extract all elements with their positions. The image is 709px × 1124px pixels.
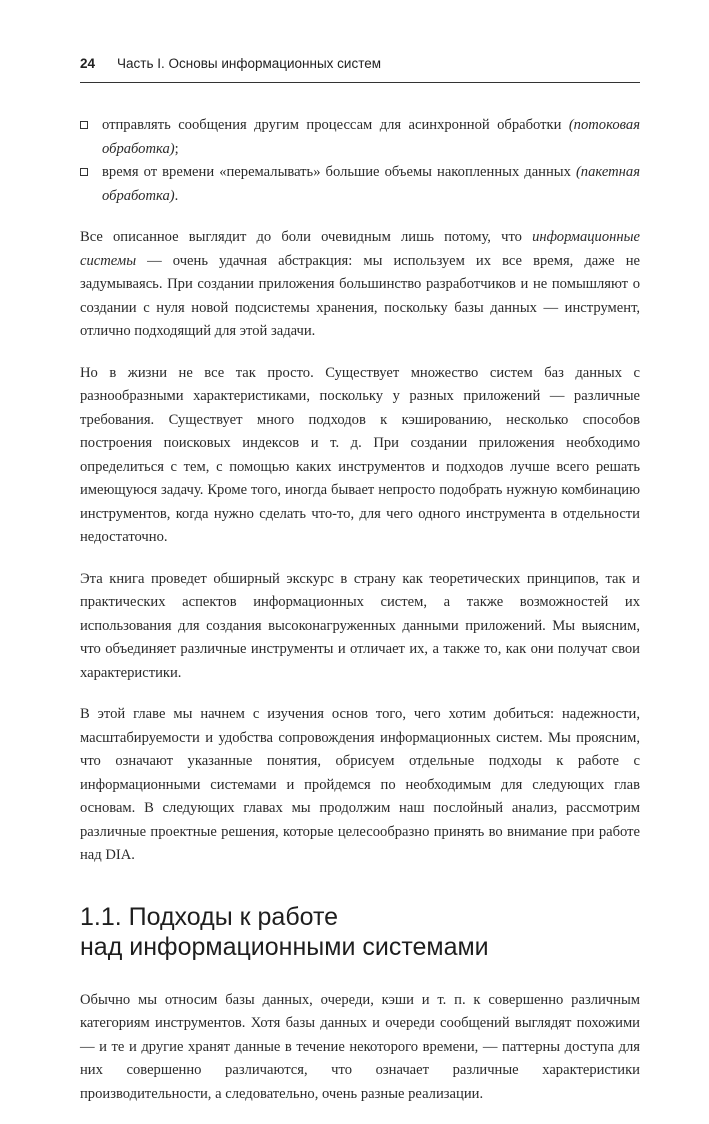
list-item-term: (потоковая обработка) <box>102 117 640 157</box>
paragraph-text: — очень удачная абстракция: мы используем их все время, даже не задумываясь. При создании приложения большинство разработчиков и не помышляют о создании с нуля новой подсистемы хранения, поскольку базы данных — инструмент, отлично подходящий для этой задачи. <box>80 252 640 339</box>
paragraph: Эта книга проведет обширный экскурс в страну как теоретических принципов, так и практических аспектов информационных систем, а также возможностей их использования для создания высоконагруженных данными приложений. Мы выясним, что объединяет различные инструменты и отличает их, а также то, как они получат свои характеристики. <box>80 570 640 681</box>
list-item-text: отправлять сообщения другим процессам для асинхронной обработки <box>102 117 569 133</box>
list-item-tail: . <box>174 187 179 204</box>
paragraph: Но в жизни не все так просто. Существует множество систем баз данных с разнообразными характеристиками, поскольку у разных приложений — различные требования. Существует много подходов к кэшированию, несколько способов построения поисковых индексов и т. д. При создании приложения необходимо определиться с тем, с помощью каких инструментов и подходов лучше всего решать имеющуюся задачу. Кроме того, иногда бывает непросто подобрать нужную комбинацию инструментов, когда нужно сделать что-то, для чего одного инструмента в отдельности недостаточно. <box>80 364 640 545</box>
section-heading-line: 1.1. Подходы к работе <box>80 902 339 931</box>
paragraph-term: информационные системы <box>80 229 640 269</box>
list-item-text: время от времени «перемалывать» большие объемы накопленных данных <box>102 164 576 180</box>
paragraph: В этой главе мы начнем с изучения основ того, чего хотим добиться: надежности, масштабируемости и удобства сопровождения информационных систем. Мы проясним, что означают указанные понятия, обрисуем отдельные подходы к работе с информационными системами и пройдемся по необходимым для следующих глав основам. В следующих главах мы продолжим наш послойный анализ, рассмотрим различные проектные решения, которые целесообразно принять во внимание при работе над DIA. <box>80 706 640 863</box>
running-header <box>80 56 640 83</box>
list-item <box>80 114 640 161</box>
chapter-title: Часть I. Основы информационных систем <box>117 56 382 71</box>
checkbox-bullet-icon <box>80 121 88 129</box>
paragraph: Обычно мы относим базы данных, очереди, кэши и т. п. к совершенно различным категориям инструментов. Хотя базы данных и очереди сообщений выглядят похожими — и те и другие хранят данные в течение некоторого времени, — паттерны доступа для них совершенно различаются, что означает различные характеристики производительности, а следовательно, очень разные реализации. <box>80 991 640 1102</box>
list-item-term: (пакетная обработка) <box>102 164 640 204</box>
checkbox-bullet-icon <box>80 168 88 176</box>
list-item <box>80 161 640 208</box>
paragraph <box>80 226 640 344</box>
bullet-list <box>80 114 640 208</box>
list-item-tail: ; <box>174 140 179 157</box>
page-number: 24 <box>80 56 96 71</box>
page-content <box>80 114 640 1124</box>
paragraph-text: Все описанное выглядит до боли очевидным лишь потому, что <box>80 229 533 245</box>
section-heading <box>80 902 640 962</box>
section-heading-line: над информационными системами <box>80 932 489 961</box>
